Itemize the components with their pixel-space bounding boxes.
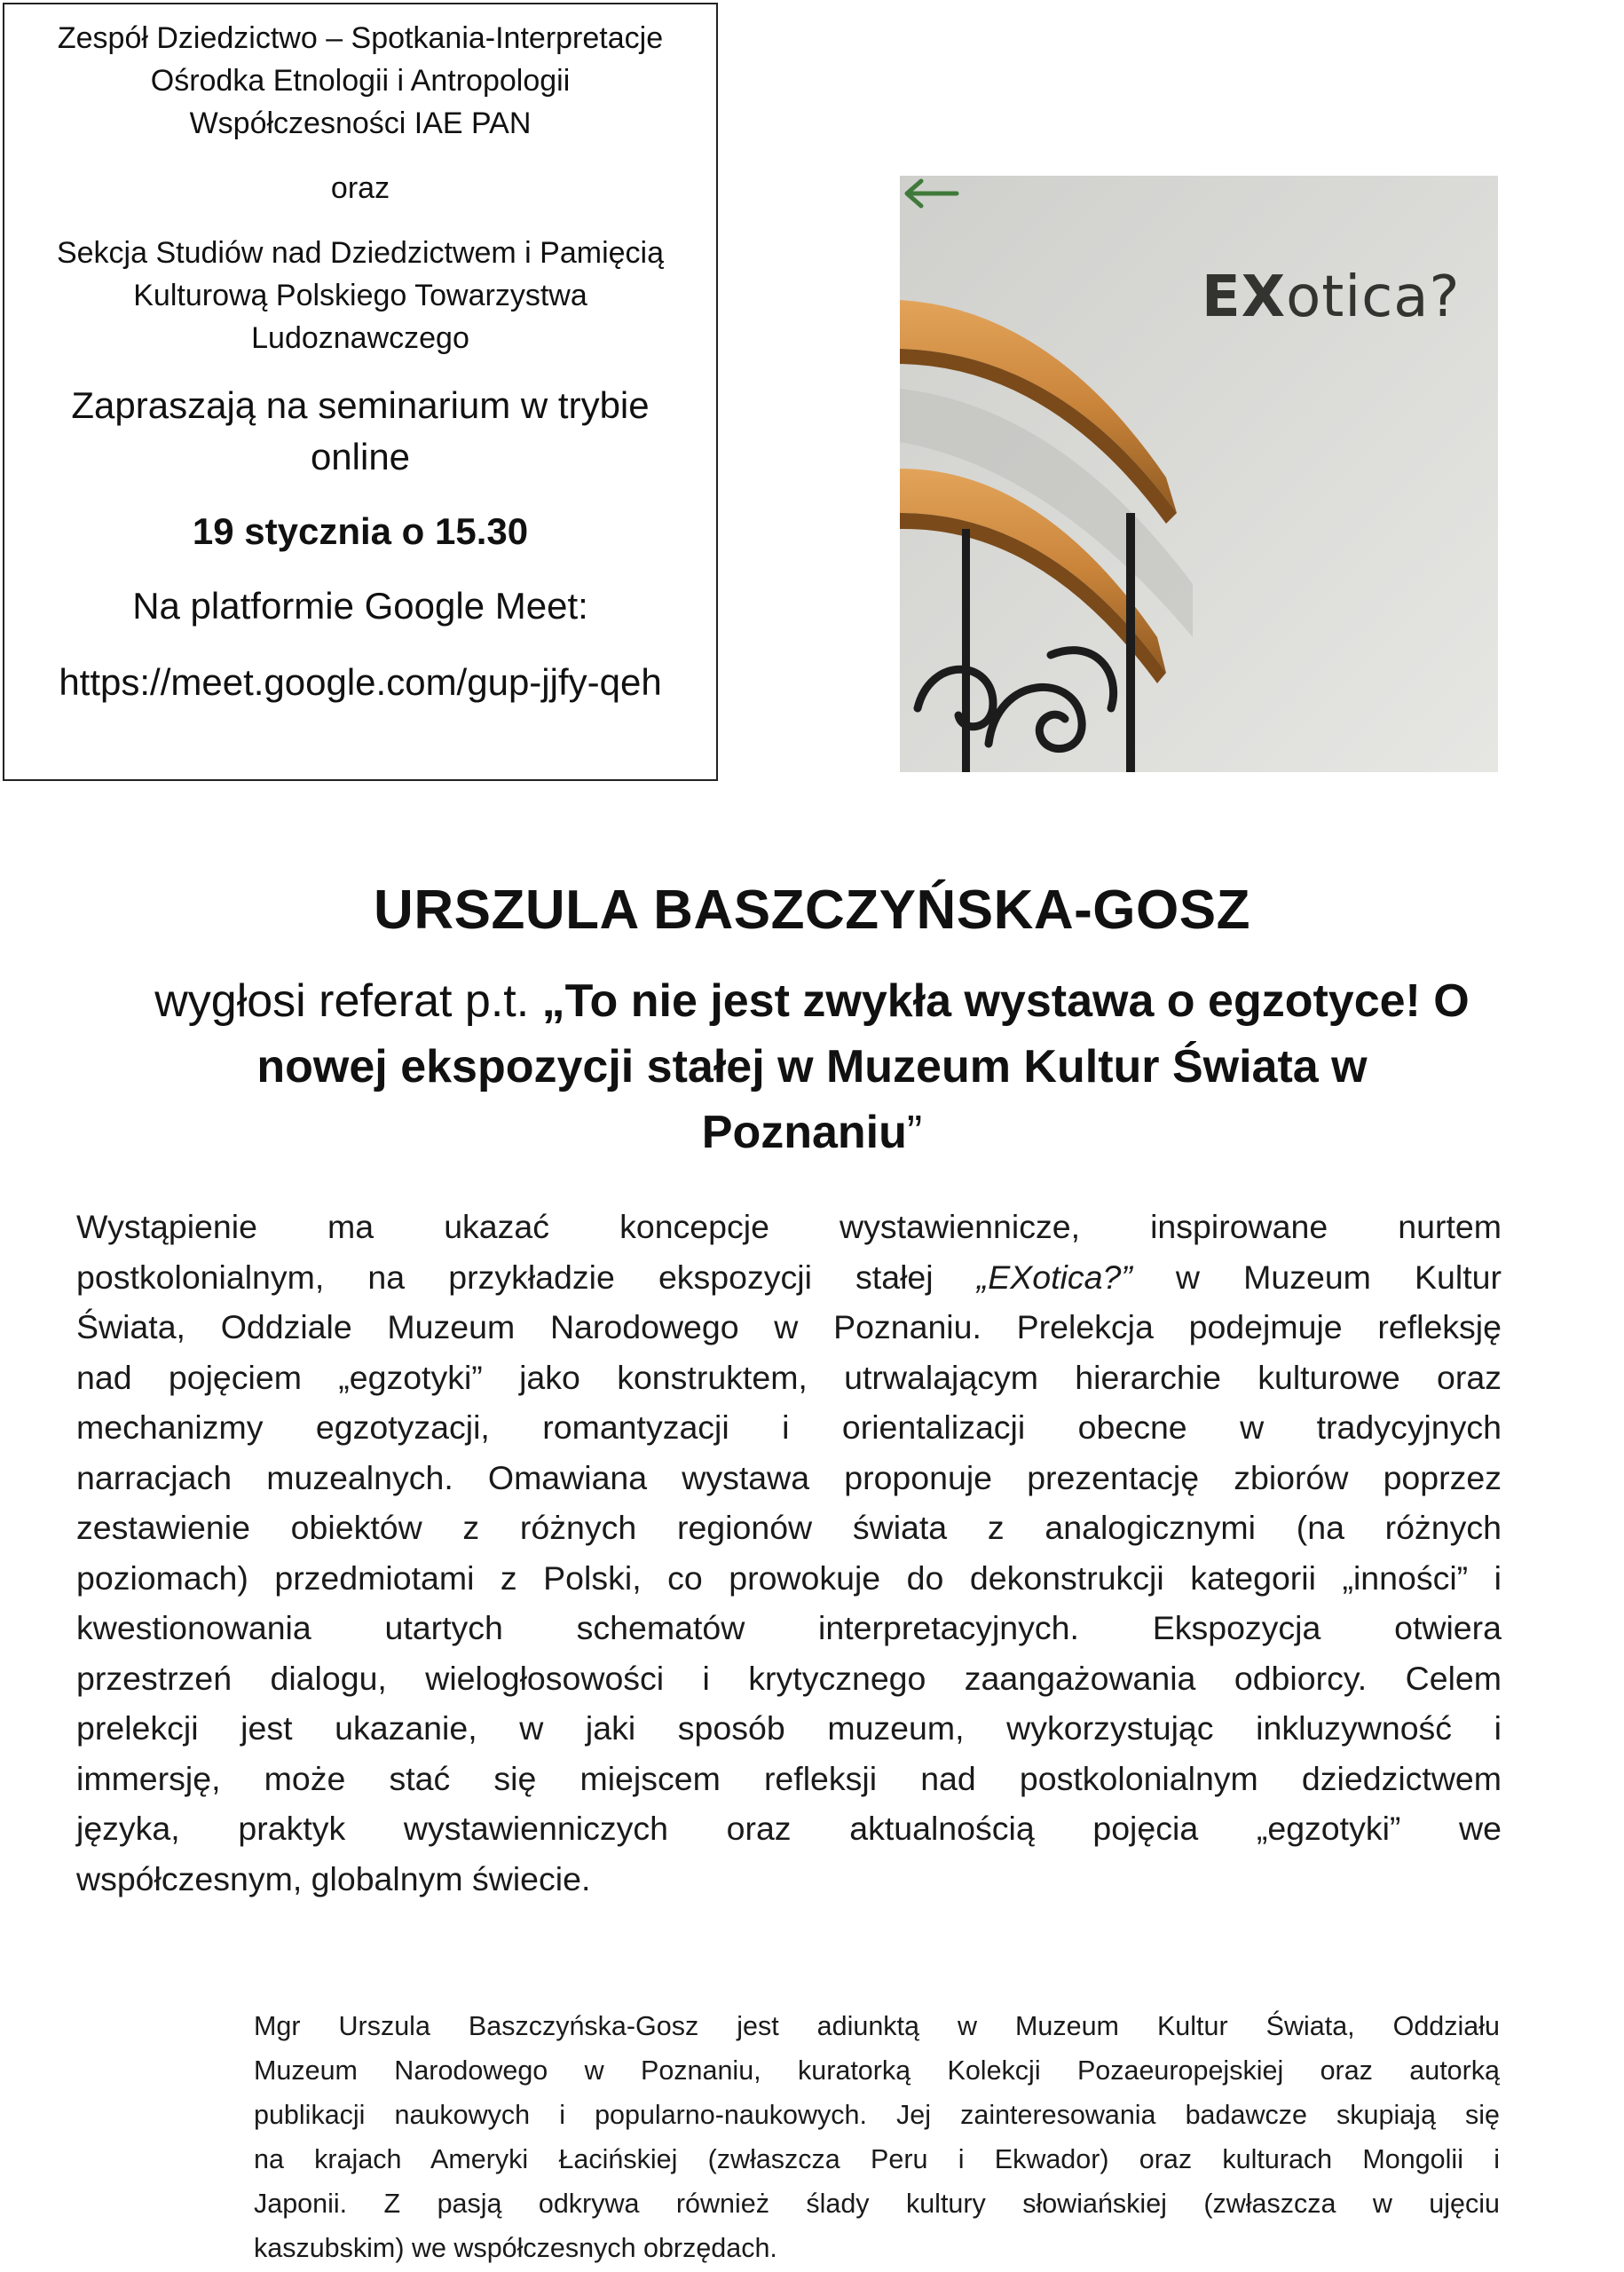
section-line-3: Ludoznawczego [251,321,469,355]
speaker-name: URSZULA BASZCZYŃSKA-GOSZ [374,880,1250,941]
bio-line: Japonii. Z pasją odkrywa również ślady kultury słowiańskiej (zwłaszcza w ujęciu [254,2189,1500,2219]
abstract-line: zestawienie obiektów z różnych regionów świata z analogicznymi (na różnych [76,1509,1502,1546]
abstract-line: współczesnym, globalnym świecie. [76,1859,591,1897]
conjunction-text: oraz [330,171,390,205]
left-arrow-icon [900,176,962,211]
abstract-line: przestrzeń dialogu, wielogłosowości i krytycznego zaangażowania odbiorcy. Celem [76,1659,1502,1697]
bio-line: Mgr Urszula Baszczyńska-Gosz jest adiunktą w Muzeum Kultur Świata, Oddziału [254,2011,1500,2041]
invitation-line-1: Zapraszają na seminarium w trybie [71,384,650,426]
talk-title-line-1 [0,974,1624,1028]
exotica-sign-caps: EX [1202,264,1287,330]
section-line-1: Sekcja Studiów nad Dziedzictwem i Pamięcią [56,236,665,270]
speaker-bio [254,2004,1500,2270]
exhibition-name: „EXotica?” [976,1258,1132,1296]
talk-title-part-2: nowej ekspozycji stałej w Muzeum Kultur Świata w [256,1041,1368,1093]
abstract-line-part: postkolonialnym, na przykładzie ekspozycji stałej [76,1258,977,1296]
bio-line: Muzeum Narodowego w Poznaniu, kuratorką Kolekcji Pozaeuropejskiej oraz autorką [254,2055,1500,2086]
abstract-line: immersję, może stać się miejscem refleksji nad postkolonialnym dziedzictwem [76,1759,1502,1797]
talk-title-part-3: Poznaniu [701,1107,907,1158]
organizer-line-3: Współczesności IAE PAN [189,106,532,140]
seminar-info-box [3,3,718,781]
talk-title-line-3 [0,1106,1624,1159]
meet-link[interactable]: https://meet.google.com/gup-jjfy-qeh [59,661,662,703]
bio-line: kaszubskim) we współczesnych obrzędach. [254,2233,777,2263]
talk-title-line-2 [0,1040,1624,1093]
abstract-line: mechanizmy egzotyzacji, romantyzacji i orientalizacji obecne w tradycyjnych [76,1408,1502,1446]
section-line-2: Kulturową Polskiego Towarzystwa [133,279,587,312]
talk-intro: wygłosi referat p.t. [154,975,542,1027]
exotica-sign-rest: otica? [1286,264,1461,330]
abstract-paragraph [76,1202,1502,1904]
invitation-line-2: online [310,436,411,477]
abstract-line: Wystąpienie ma ukazać koncepcje wystawiennicze, inspirowane nurtem [76,1208,1502,1245]
abstract-line [76,1252,1502,1303]
seminar-date-time: 19 stycznia o 15.30 [192,510,529,552]
abstract-line: kwestionowania utartych schematów interpretacyjnych. Ekspozycja otwiera [76,1609,1502,1646]
exotica-sign [1202,264,1460,330]
organizer-line-1: Zespół Dziedzictwo – Spotkania-Interpretacje [57,21,664,55]
abstract-line: nad pojęciem „egzotyki” jako konstruktem, utrwalającym hierarchie kulturowe oraz [76,1358,1502,1396]
abstract-line-part: w Muzeum Kultur [1131,1258,1502,1296]
abstract-line: języka, praktyk wystawienniczych oraz aktualnością pojęcia „egzotyki” we [76,1810,1502,1847]
platform-label: Na platformie Google Meet: [132,585,588,627]
talk-closing-quote: ” [906,1107,923,1158]
abstract-line: Świata, Oddziale Muzeum Narodowego w Poznaniu. Prelekcja podejmuje refleksję [76,1308,1502,1345]
exhibition-photo [900,176,1498,772]
organizer-line-2: Ośrodka Etnologii i Antropologii [150,64,571,98]
abstract-line: poziomach) przedmiotami z Polski, co prowokuje do dekonstrukcji kategorii „inności” i [76,1558,1502,1597]
abstract-line: narracjach muzealnych. Omawiana wystawa proponuje prezentację zbiorów poprzez [76,1458,1502,1496]
bio-line: publikacji naukowych i popularno-naukowych. Jej zainteresowania badawcze skupiają się [254,2100,1500,2130]
talk-title-part-1: „To nie jest zwykła wystawa o egzotyce! O [541,975,1470,1027]
bio-line: na krajach Ameryki Łacińskiej (zwłaszcza Peru i Ekwador) oraz kulturach Mongolii i [254,2144,1500,2174]
abstract-line: prelekcji jest ukazanie, w jaki sposób muzeum, wykorzystując inkluzywność i [76,1709,1502,1747]
